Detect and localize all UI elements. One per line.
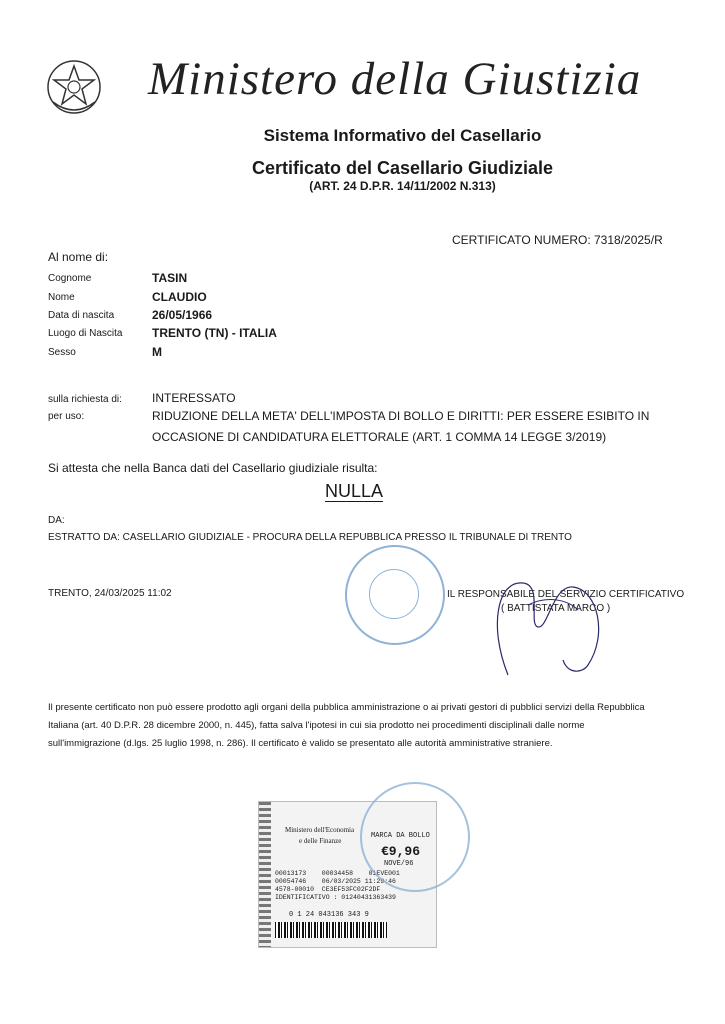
footer-line-3: sull'immigrazione (d.lgs. 25 luglio 1998, n. 286). Il certificato è valido se presentato alle autorità amministrative straniere. bbox=[48, 738, 553, 749]
italian-republic-emblem-icon bbox=[45, 58, 103, 116]
signatory-role: IL RESPONSABILE DEL SERVIZIO CERTIFICATIVO bbox=[447, 589, 685, 600]
source-extract: ESTRATTO DA: CASELLARIO GIUDIZIALE - PROCURA DELLA REPUBBLICA PRESSO IL TRIBUNALE DI TRENTO bbox=[48, 532, 572, 543]
field-value-surname: TASIN bbox=[152, 271, 188, 285]
result-text: NULLA bbox=[325, 481, 384, 501]
certificate-number: CERTIFICATO NUMERO: 7318/2025/R bbox=[452, 233, 663, 247]
field-value-birthdate: 26/05/1966 bbox=[152, 308, 213, 322]
perforated-edge bbox=[259, 802, 271, 947]
signatory-name: ( BATTISTATA MARCO ) bbox=[501, 603, 611, 614]
stamp-code-line: 00054746 06/03/2025 11:29:46 bbox=[275, 878, 396, 885]
field-label-birthplace: Luogo di Nascita bbox=[48, 328, 123, 339]
stamp-barcode bbox=[275, 922, 387, 938]
field-label-birthdate: Data di nascita bbox=[48, 310, 115, 321]
ministry-title: Ministero della Giustizia bbox=[148, 53, 642, 105]
stamp-label: MARCA DA BOLLO bbox=[371, 832, 430, 840]
field-label-surname: Cognome bbox=[48, 273, 92, 284]
revenue-cancel-stamp bbox=[360, 782, 470, 892]
field-label-sex: Sesso bbox=[48, 347, 76, 358]
stamp-barcode-number: 0 1 24 043136 343 9 bbox=[289, 911, 369, 919]
field-label-name: Nome bbox=[48, 292, 75, 303]
legal-reference: (ART. 24 D.P.R. 14/11/2002 N.313) bbox=[309, 179, 496, 193]
place-date: TRENTO, 24/03/2025 11:02 bbox=[48, 588, 172, 599]
footer-line-2: Italiana (art. 40 D.P.R. 28 dicembre 2000, n. 445), fatta salva l'ipotesi in cui sia prodotto nei procedimenti disciplinali dalle norme bbox=[48, 720, 585, 731]
field-value-sex: M bbox=[152, 345, 162, 359]
attestation-text: Si attesta che nella Banca dati del Casellario giudiziale risulta: bbox=[48, 461, 378, 475]
stamp-code-line: IDENTIFICATIVO : 01240431363439 bbox=[275, 894, 396, 901]
handwritten-signature bbox=[468, 565, 618, 680]
stamp-issuer-2: e delle Finanze bbox=[299, 837, 342, 845]
official-stamp bbox=[345, 545, 445, 645]
certificate-title: Certificato del Casellario Giudiziale bbox=[251, 158, 554, 178]
stamp-code-line: 4578-00010 CE3EF53FC02F2DF bbox=[275, 886, 381, 893]
requested-by-label: sulla richiesta di: bbox=[48, 394, 122, 405]
person-heading: Al nome di: bbox=[48, 250, 109, 264]
stamp-code-line: 00013173 00034458 01EVE001 bbox=[275, 870, 400, 877]
use-line-2: OCCASIONE DI CANDIDATURA ELETTORALE (ART. 1 COMMA 14 LEGGE 3/2019) bbox=[152, 430, 607, 444]
field-value-name: CLAUDIO bbox=[152, 290, 207, 304]
stamp-sub: NOVE/96 bbox=[384, 860, 414, 868]
system-title: Sistema Informativo del Casellario bbox=[263, 126, 542, 145]
source-da-label: DA: bbox=[48, 515, 65, 526]
footer-line-1: Il presente certificato non può essere prodotto agli organi della pubblica amministrazione o ai privati gestori di pubblici servizi della Repubblica bbox=[48, 702, 645, 713]
stamp-amount: €9,96 bbox=[381, 844, 421, 859]
use-line-1: RIDUZIONE DELLA META' DELL'IMPOSTA DI BOLLO E DIRITTI: PER ESSERE ESIBITO IN bbox=[152, 409, 650, 423]
requested-by-value: INTERESSATO bbox=[152, 391, 236, 405]
stamp-issuer-1: Ministero dell'Economia bbox=[285, 826, 355, 834]
use-label: per uso: bbox=[48, 411, 85, 422]
field-value-birthplace: TRENTO (TN) - ITALIA bbox=[152, 326, 277, 340]
